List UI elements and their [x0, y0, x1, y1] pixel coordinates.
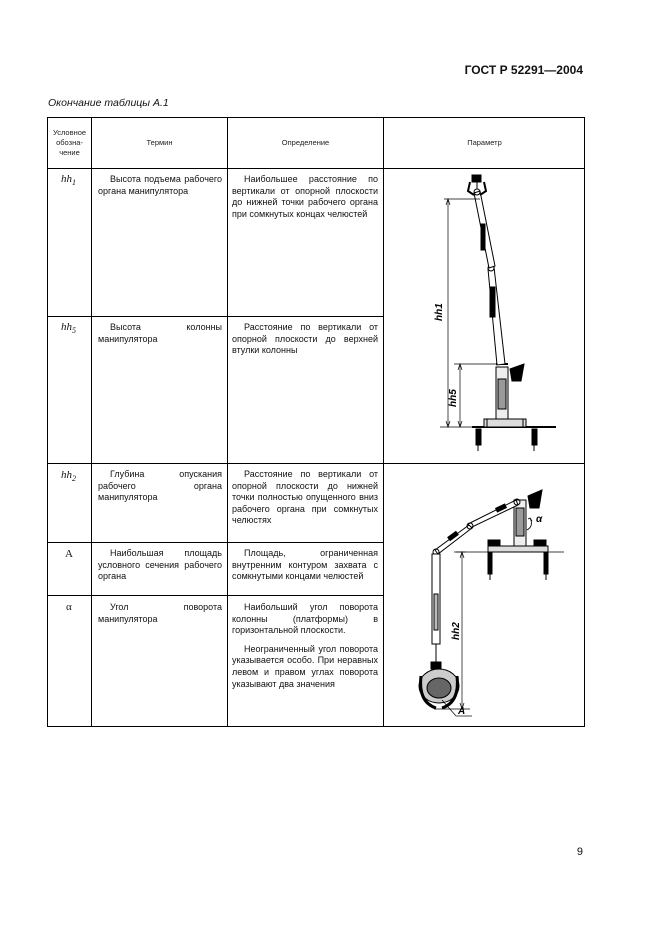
page-number: 9: [576, 846, 583, 858]
column-header-term: Термин: [146, 138, 173, 147]
definition-alpha: Наибольший угол поворота колонны (платформы) в горизонтальной плоскости. Неограниченный угол поворота указывается особо. При неравных левом и правом углах поворота указывают два значения: [232, 602, 378, 689]
definition-hh1: Наибольшее расстояние по вертикали от опорной плоскости до нижней точки рабочего органа при сомкнутых концах челюстей: [232, 174, 378, 219]
figure-label-hh5: hh5: [448, 389, 459, 407]
term-A: Наибольшая площадь условного сечения рабочего органа: [98, 548, 222, 582]
term-alpha: Угол поворота манипулятора: [98, 602, 222, 624]
table-caption: Окончание таблицы А.1: [48, 97, 169, 109]
term-hh5: Высота колонны манипулятора: [98, 322, 222, 344]
standard-designation: ГОСТ Р 52291—2004: [464, 63, 583, 77]
column-header-symbol: Условное обозна-чение: [52, 128, 87, 157]
symbol-hh2: $hh_2$: [61, 469, 76, 484]
figure-label-hh2: hh2: [451, 622, 462, 640]
row-divider: [48, 595, 383, 596]
definition-hh2: Расстояние по вертикали от опорной плоскости до нижней точки полностью опущенного вниз рабочего органа при сомкнутых челюстях: [232, 469, 378, 526]
column-header-definition: Определение: [281, 138, 330, 147]
term-hh1: Высота подъема рабочего органа манипулятора: [98, 174, 222, 196]
row-divider: [48, 316, 383, 317]
definition-A: Площадь, ограниченная внутренним контуром захвата с сомкнутыми концами челюстей: [232, 548, 378, 582]
col-divider: [91, 118, 92, 726]
symbol-hh5: $hh_5$: [61, 321, 76, 336]
figure-manipulator-raised: [384, 169, 585, 463]
definition-hh5: Расстояние по вертикали от опорной плоскости до верхней втулки колонны: [232, 322, 378, 356]
figure-label-hh1: hh1: [434, 303, 445, 321]
term-hh2: Глубина опускания рабочего органа манипулятора: [98, 469, 222, 503]
figure-label-alpha: α: [536, 514, 543, 525]
row-divider: [48, 542, 383, 543]
figure-label-A: A: [458, 706, 466, 717]
figure-manipulator-lowered: [384, 464, 585, 727]
column-header-parameter: Параметр: [467, 138, 502, 147]
parameters-table: [47, 117, 585, 727]
symbol-A: А: [65, 548, 73, 560]
symbol-hh1: $hh_1$: [61, 173, 76, 188]
symbol-alpha: α: [66, 601, 72, 613]
col-divider: [227, 118, 228, 726]
